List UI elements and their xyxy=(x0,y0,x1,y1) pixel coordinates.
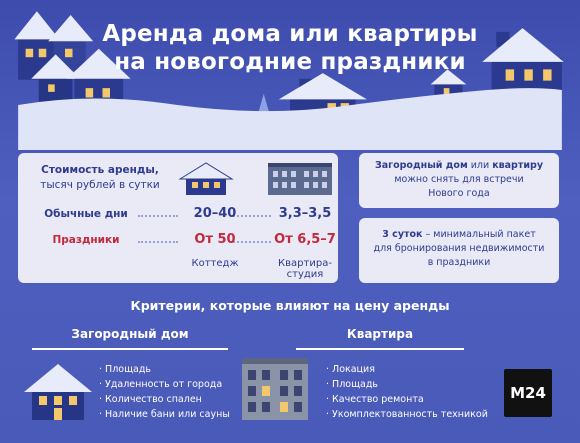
apartment-building-icon xyxy=(242,358,308,420)
list-item: · Укомплектованность техникой xyxy=(326,407,488,422)
house-criteria-list xyxy=(99,362,230,422)
apartment-building-icon xyxy=(268,163,332,195)
list-item: · Площадь xyxy=(326,377,488,392)
studio-holiday-price: От 6,5–7 xyxy=(274,232,336,247)
apartment-criteria-list xyxy=(326,362,488,422)
criteria-title: Критерии, которые влияют на цену аренды xyxy=(130,298,450,313)
list-item: · Наличие бани или сауны xyxy=(99,407,230,422)
note2-line2: для бронирования недвижимости xyxy=(373,243,545,254)
title-line-1: Аренда дома или квартиры xyxy=(102,21,478,47)
house-icon xyxy=(24,362,92,422)
row-label-holidays: Праздники xyxy=(52,234,120,246)
row-label-normal-days: Обычные дни xyxy=(44,208,128,220)
cottage-holiday-price: От 50 xyxy=(194,232,236,247)
list-item: · Качество ремонта xyxy=(326,392,488,407)
note1-bold-apartment: квартиру xyxy=(492,160,544,171)
list-item: · Количество спален xyxy=(99,392,230,407)
cottage-normal-price: 20–40 xyxy=(193,206,237,221)
title-line-2: на новогодние праздники xyxy=(114,49,466,75)
cost-label xyxy=(30,163,170,193)
note2-rest: – минимальный пакет xyxy=(422,229,536,240)
house-criteria-heading: Загородный дом xyxy=(71,327,189,341)
cottage-icon xyxy=(178,161,234,197)
cost-label-line1: Стоимость аренды, xyxy=(41,164,159,176)
house-heading-underline xyxy=(32,348,228,350)
column-studio: Квартира-студия xyxy=(278,258,332,280)
note1-bold-house: Загородный дом xyxy=(374,160,468,171)
note1-line2: можно снять для встречи xyxy=(394,174,524,185)
page-title xyxy=(0,20,580,76)
m24-logo: М24 xyxy=(504,369,552,417)
cost-panel xyxy=(18,153,338,283)
list-item: · Локация xyxy=(326,362,488,377)
studio-normal-price: 3,3–3,5 xyxy=(278,206,332,221)
note-min-package xyxy=(359,218,559,283)
list-item: · Удаленность от города xyxy=(99,377,230,392)
cost-label-line2: тысяч рублей в сутки xyxy=(40,179,160,191)
note1-connector: или xyxy=(467,160,493,171)
note-rent-options xyxy=(359,153,559,208)
dotted-leader xyxy=(138,215,178,217)
column-cottage: Коттедж xyxy=(191,258,239,269)
note1-line3: Нового года xyxy=(428,188,490,199)
apartment-criteria-heading: Квартира xyxy=(346,327,414,341)
dotted-leader xyxy=(138,241,178,243)
note2-line3: в праздники xyxy=(427,257,491,268)
apartment-heading-underline xyxy=(296,348,464,350)
list-item: · Площадь xyxy=(99,362,230,377)
note2-bold-days: 3 суток xyxy=(382,229,423,240)
